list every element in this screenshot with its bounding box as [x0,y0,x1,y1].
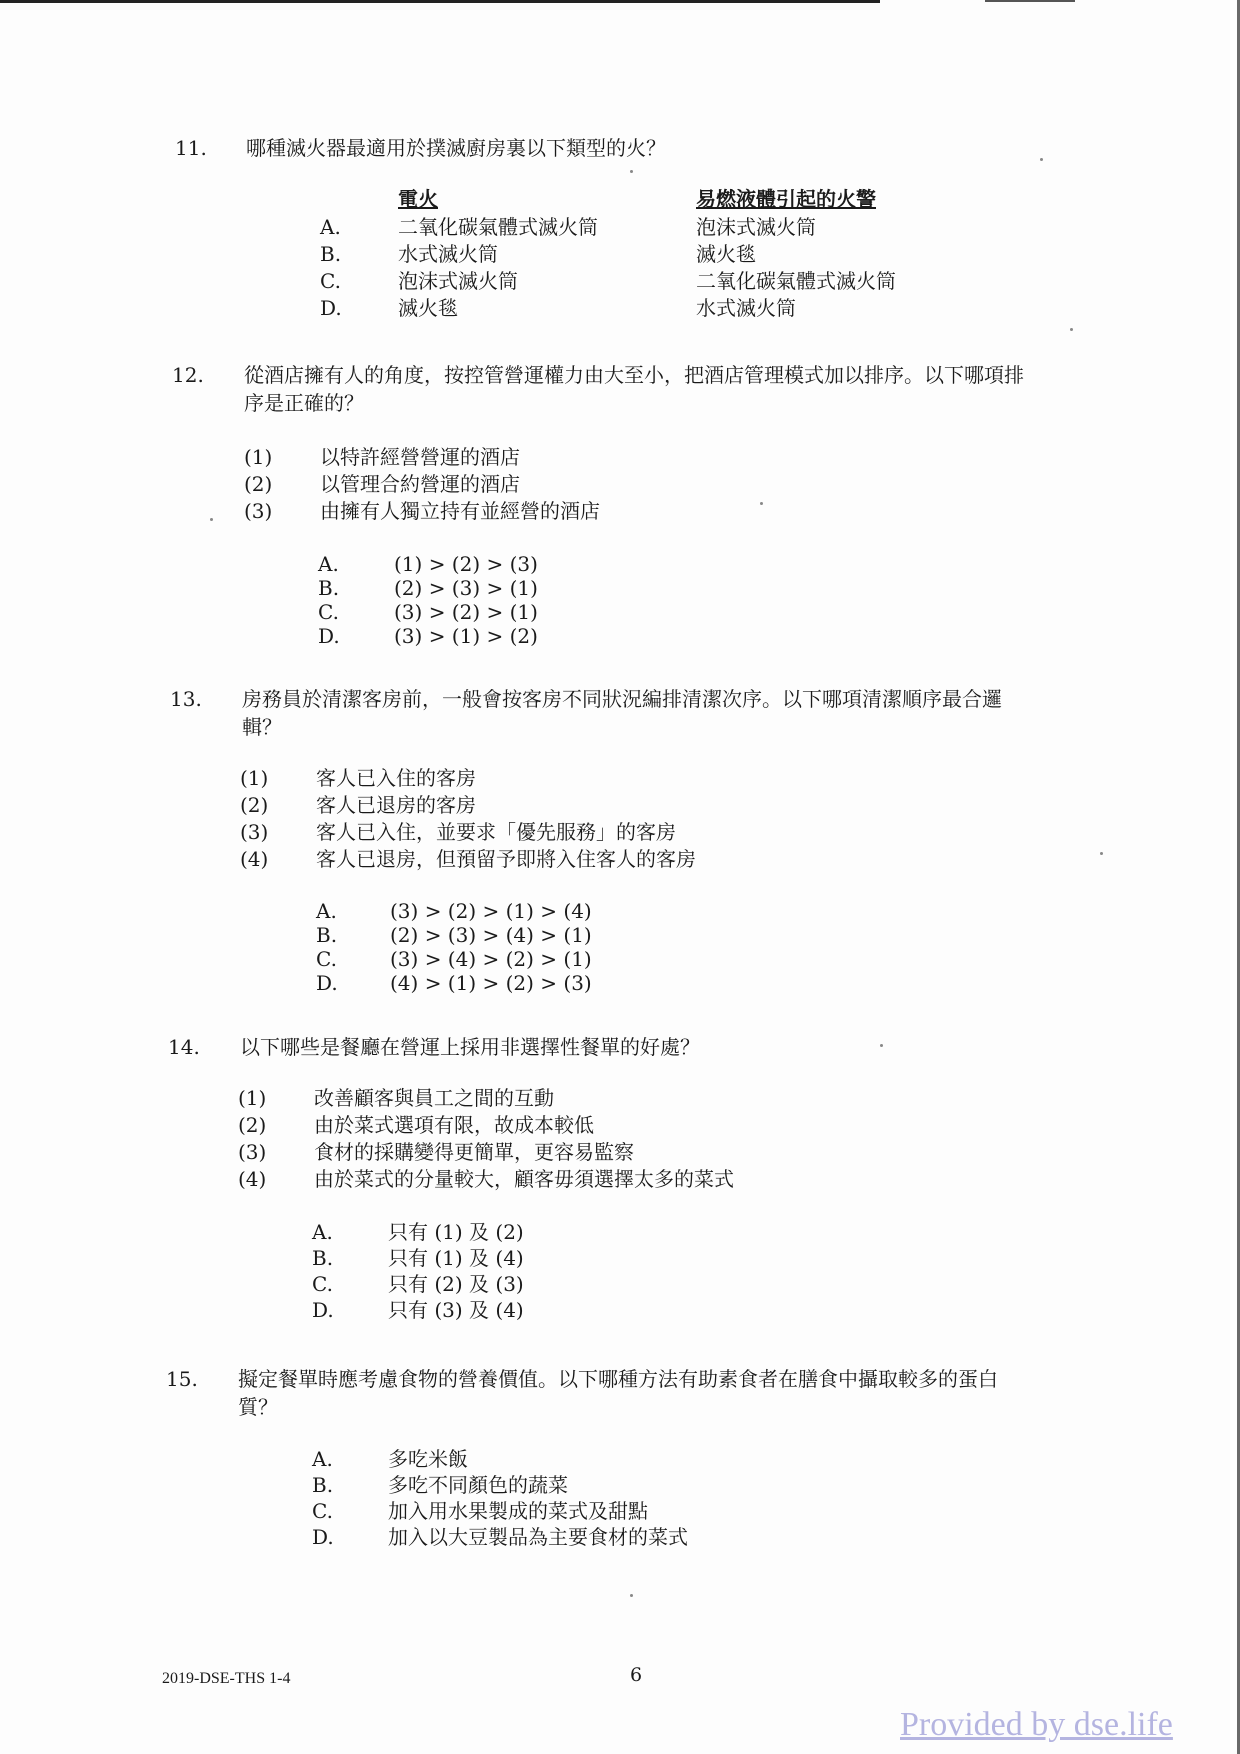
option-text: (3) > (2) > (1) [394,600,538,624]
option-letter: D. [318,624,340,648]
option-col2: 滅火毯 [696,242,756,266]
option-col1: 泡沫式滅火筒 [398,269,518,293]
scan-speck [210,518,213,521]
option-letter: B. [312,1473,334,1497]
option-text: (2) > (3) > (4) > (1) [390,923,592,947]
statement-text: 改善顧客與員工之間的互動 [314,1086,554,1110]
option-letter: B. [316,923,338,947]
option-letter: C. [316,947,337,971]
option-col1: 水式滅火筒 [398,242,498,266]
question-text-line-2: 質？ [238,1395,278,1419]
option-col1: 二氧化碳氣體式滅火筒 [398,215,598,239]
option-text: 加入以大豆製品為主要食材的菜式 [388,1525,688,1549]
option-col1: 滅火毯 [398,296,458,320]
option-text: 只有 (1) 及 (2) [388,1220,524,1244]
scan-speck [1070,328,1073,331]
option-letter: A. [318,552,339,576]
option-col2: 水式滅火筒 [696,296,796,320]
question-number: 13. [170,687,202,711]
question-text-line-2: 序是正確的？ [244,391,364,415]
option-text: (2) > (3) > (1) [394,576,538,600]
statement-number: (1) [238,1086,267,1110]
scan-speck [760,502,763,505]
statement-number: (1) [244,445,273,469]
column-header-liquid-fire: 易燃液體引起的火警 [696,187,876,211]
option-letter: A. [312,1447,333,1471]
question-text: 以下哪些是餐廳在營運上採用非選擇性餐單的好處？ [240,1035,700,1059]
scan-speck [630,170,633,173]
option-letter: C. [312,1272,333,1296]
option-text: (3) > (4) > (2) > (1) [390,947,592,971]
question-number: 15. [166,1367,198,1391]
exam-code: 2019-DSE-THS 1-4 [162,1670,291,1687]
option-text: 多吃不同顏色的蔬菜 [388,1473,568,1497]
option-letter: B. [318,576,340,600]
page-number: 6 [630,1664,643,1686]
question-text-line-1: 房務員於清潔客房前，一般會按客房不同狀況編排清潔次序。以下哪項清潔順序最合邏 [242,687,1002,711]
option-text: 多吃米飯 [388,1447,468,1471]
option-letter: D. [312,1525,334,1549]
question-text-line-2: 輯？ [242,715,282,739]
statement-text: 以管理合約營運的酒店 [320,472,520,496]
question-text-line-1: 從酒店擁有人的角度，按控管營運權力由大至小，把酒店管理模式加以排序。以下哪項排 [244,363,1024,387]
option-text: 只有 (3) 及 (4) [388,1298,524,1322]
statement-text: 客人已入住的客房 [316,766,476,790]
option-letter: A. [320,215,341,239]
option-letter: C. [320,269,341,293]
statement-number: (4) [240,847,269,871]
statement-text: 以特許經營營運的酒店 [320,445,520,469]
statement-text: 食材的採購變得更簡單，更容易監察 [314,1140,634,1164]
statement-number: (4) [238,1167,267,1191]
option-col2: 泡沫式滅火筒 [696,215,816,239]
option-letter: A. [312,1220,333,1244]
option-text: (4) > (1) > (2) > (3) [390,971,592,995]
option-text: 只有 (2) 及 (3) [388,1272,524,1296]
question-number: 12. [172,363,204,387]
top-scan-border-right [985,0,1075,2]
option-text: (3) > (1) > (2) [394,624,538,648]
option-letter: B. [312,1246,334,1270]
option-letter: B. [320,242,342,266]
option-letter: D. [316,971,338,995]
statement-number: (2) [238,1113,267,1137]
statement-text: 客人已退房的客房 [316,793,476,817]
option-letter: D. [312,1298,334,1322]
statement-number: (2) [240,793,269,817]
top-scan-border [0,0,880,3]
statement-number: (2) [244,472,273,496]
watermark-link[interactable]: Provided by dse.life [900,1706,1173,1743]
question-number: 14. [168,1035,200,1059]
option-text: (3) > (2) > (1) > (4) [390,899,592,923]
scan-speck [630,1594,633,1597]
question-number: 11. [175,136,207,160]
statement-number: (1) [240,766,269,790]
option-letter: A. [316,899,337,923]
statement-number: (3) [238,1140,267,1164]
question-text-line-1: 擬定餐單時應考慮食物的營養價值。以下哪種方法有助素食者在膳食中攝取較多的蛋白 [238,1367,998,1391]
statement-text: 由於菜式選項有限，故成本較低 [314,1113,594,1137]
statement-number: (3) [244,499,273,523]
option-letter: C. [318,600,339,624]
option-text: 加入用水果製成的菜式及甜點 [388,1499,648,1523]
statement-text: 由於菜式的分量較大，顧客毋須選擇太多的菜式 [314,1167,734,1191]
question-text: 哪種滅火器最適用於撲滅廚房裏以下類型的火？ [246,136,666,160]
option-col2: 二氧化碳氣體式滅火筒 [696,269,896,293]
column-header-electric-fire: 電火 [398,187,438,211]
option-letter: D. [320,296,342,320]
scan-speck [1040,158,1043,161]
statement-text: 由擁有人獨立持有並經營的酒店 [320,499,600,523]
option-text: (1) > (2) > (3) [394,552,538,576]
statement-text: 客人已退房，但預留予即將入住客人的客房 [316,847,696,871]
scan-speck [880,1044,883,1047]
statement-number: (3) [240,820,269,844]
option-letter: C. [312,1499,333,1523]
option-text: 只有 (1) 及 (4) [388,1246,524,1270]
statement-text: 客人已入住，並要求「優先服務」的客房 [316,820,676,844]
scan-speck [1100,852,1103,855]
